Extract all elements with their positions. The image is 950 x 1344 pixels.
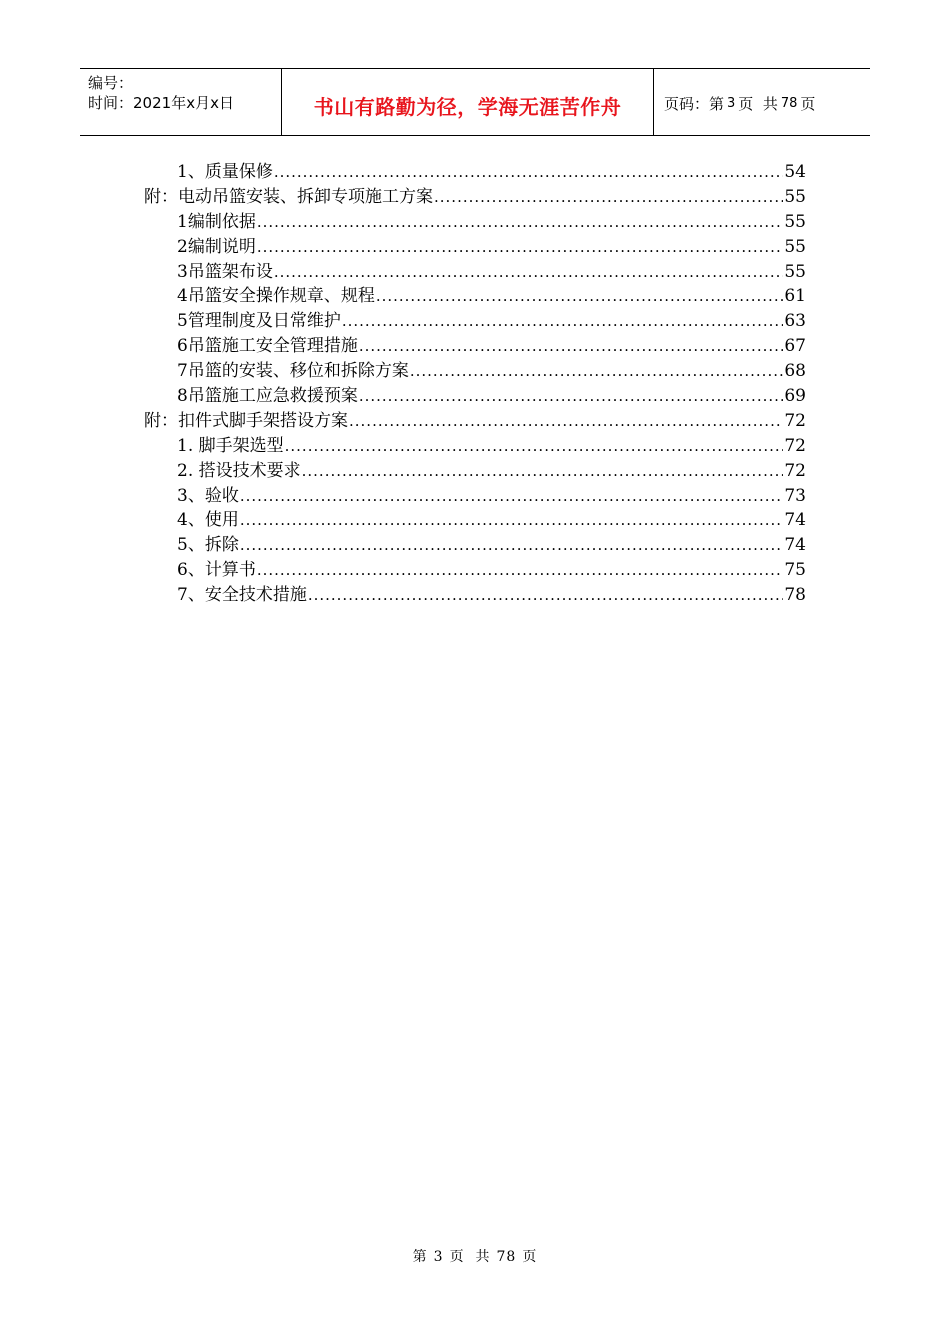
toc-entry-title: 2. 搭设技术要求: [177, 460, 301, 481]
toc-leader-dots: [376, 284, 784, 309]
toc-leader-dots: [240, 533, 784, 558]
number-label: 编号：: [88, 74, 134, 92]
toc-entry[interactable]: [144, 558, 806, 583]
footer-suffix: 页: [522, 1249, 538, 1265]
toc-entry-page: 74: [784, 535, 806, 556]
toc-leader-dots: [359, 334, 784, 359]
toc-leader-dots: [359, 384, 784, 409]
toc-leader-dots: [434, 185, 783, 210]
toc-entry[interactable]: [144, 508, 806, 533]
time-line: [88, 93, 281, 113]
toc-leader-dots: [342, 309, 784, 334]
toc-entry[interactable]: [144, 533, 806, 558]
toc-entry-title: 1、质量保修: [177, 162, 273, 182]
toc-entry-title: 6吊篮施工安全管理措施: [177, 336, 358, 357]
toc-leader-dots: [274, 260, 784, 285]
toc-leader-dots: [349, 409, 783, 434]
toc-entry-page: 73: [784, 485, 806, 506]
header-info: [80, 69, 282, 135]
page-prefix: 页码：第: [664, 94, 725, 113]
page-footer: [0, 1246, 950, 1266]
toc-leader-dots: [285, 434, 784, 459]
toc-leader-dots: [274, 160, 784, 185]
toc-entry-page: 78: [784, 585, 806, 606]
toc-entry[interactable]: [144, 359, 806, 384]
toc-entry-title: 附：扣件式脚手架搭设方案: [144, 410, 348, 431]
toc-entry-page: 55: [784, 186, 806, 207]
toc-entry-title: 8吊篮施工应急救援预案: [177, 386, 358, 407]
toc-entry-page: 72: [784, 435, 806, 456]
toc-entry-title: 3吊篮架布设: [177, 261, 273, 282]
toc-leader-dots: [240, 508, 784, 533]
page-suffix: 页: [800, 94, 816, 113]
toc-entry-page: 61: [784, 286, 806, 307]
motto: 书山有路勤为径，学海无涯苦作舟: [313, 94, 622, 119]
page-current: 3: [727, 95, 736, 111]
toc-entry-page: 55: [784, 236, 806, 257]
footer-total: 78: [496, 1249, 517, 1265]
toc-entry-page: 63: [784, 311, 806, 332]
toc-entry[interactable]: [144, 185, 806, 210]
toc-entry[interactable]: [144, 459, 806, 484]
toc-entry-title: 7、安全技术措施: [177, 585, 307, 606]
footer-prefix: 第: [412, 1249, 428, 1265]
footer-mid: 页 共: [449, 1249, 491, 1265]
table-of-contents: [144, 160, 806, 608]
toc-entry[interactable]: [144, 284, 806, 309]
toc-leader-dots: [410, 359, 784, 384]
toc-entry[interactable]: [144, 235, 806, 260]
toc-entry-title: 1编制依据: [177, 211, 256, 232]
toc-entry[interactable]: [144, 409, 806, 434]
header-motto-cell: [282, 69, 654, 135]
toc-entry-page: 55: [784, 261, 806, 282]
toc-leader-dots: [257, 558, 784, 583]
toc-entry[interactable]: [144, 260, 806, 285]
toc-entry[interactable]: [144, 434, 806, 459]
toc-entry-page: 54: [784, 162, 806, 182]
toc-entry-title: 3、验收: [177, 485, 239, 506]
toc-entry-page: 69: [784, 386, 806, 407]
toc-entry-title: 1. 脚手架选型: [177, 435, 284, 456]
toc-entry-page: 75: [784, 560, 806, 581]
toc-entry-title: 7吊篮的安装、移位和拆除方案: [177, 361, 409, 382]
toc-entry-title: 4吊篮安全操作规章、规程: [177, 286, 375, 307]
header-page-info: [654, 69, 870, 135]
page-total: 78: [780, 95, 798, 111]
toc-entry[interactable]: [144, 334, 806, 359]
toc-entry-page: 72: [784, 410, 806, 431]
toc-entry-title: 5、拆除: [177, 535, 239, 556]
toc-leader-dots: [257, 235, 784, 260]
page-mid: 页 共: [738, 94, 778, 113]
toc-entry[interactable]: [144, 484, 806, 509]
time-value: 2021年x月x日: [133, 94, 234, 112]
toc-entry[interactable]: [144, 309, 806, 334]
footer-current: 3: [433, 1249, 444, 1265]
toc-entry-page: 67: [784, 336, 806, 357]
page-header: [80, 68, 870, 136]
toc-entry[interactable]: [144, 583, 806, 608]
toc-leader-dots: [308, 583, 784, 608]
toc-entry-title: 附：电动吊篮安装、拆卸专项施工方案: [144, 186, 433, 207]
toc-leader-dots: [240, 484, 784, 509]
toc-entry-page: 72: [784, 460, 806, 481]
toc-entry-title: 6、计算书: [177, 560, 256, 581]
toc-entry-title: 4、使用: [177, 510, 239, 531]
toc-entry-page: 68: [784, 361, 806, 382]
toc-leader-dots: [302, 459, 784, 484]
toc-entry[interactable]: [144, 384, 806, 409]
time-label: 时间：: [88, 94, 134, 112]
toc-entry-title: 2编制说明: [177, 236, 256, 257]
toc-leader-dots: [257, 210, 784, 235]
toc-entry[interactable]: [144, 160, 806, 185]
toc-entry-page: 55: [784, 211, 806, 232]
toc-entry-title: 5管理制度及日常维护: [177, 311, 341, 332]
toc-entry-page: 74: [784, 510, 806, 531]
toc-entry[interactable]: [144, 210, 806, 235]
